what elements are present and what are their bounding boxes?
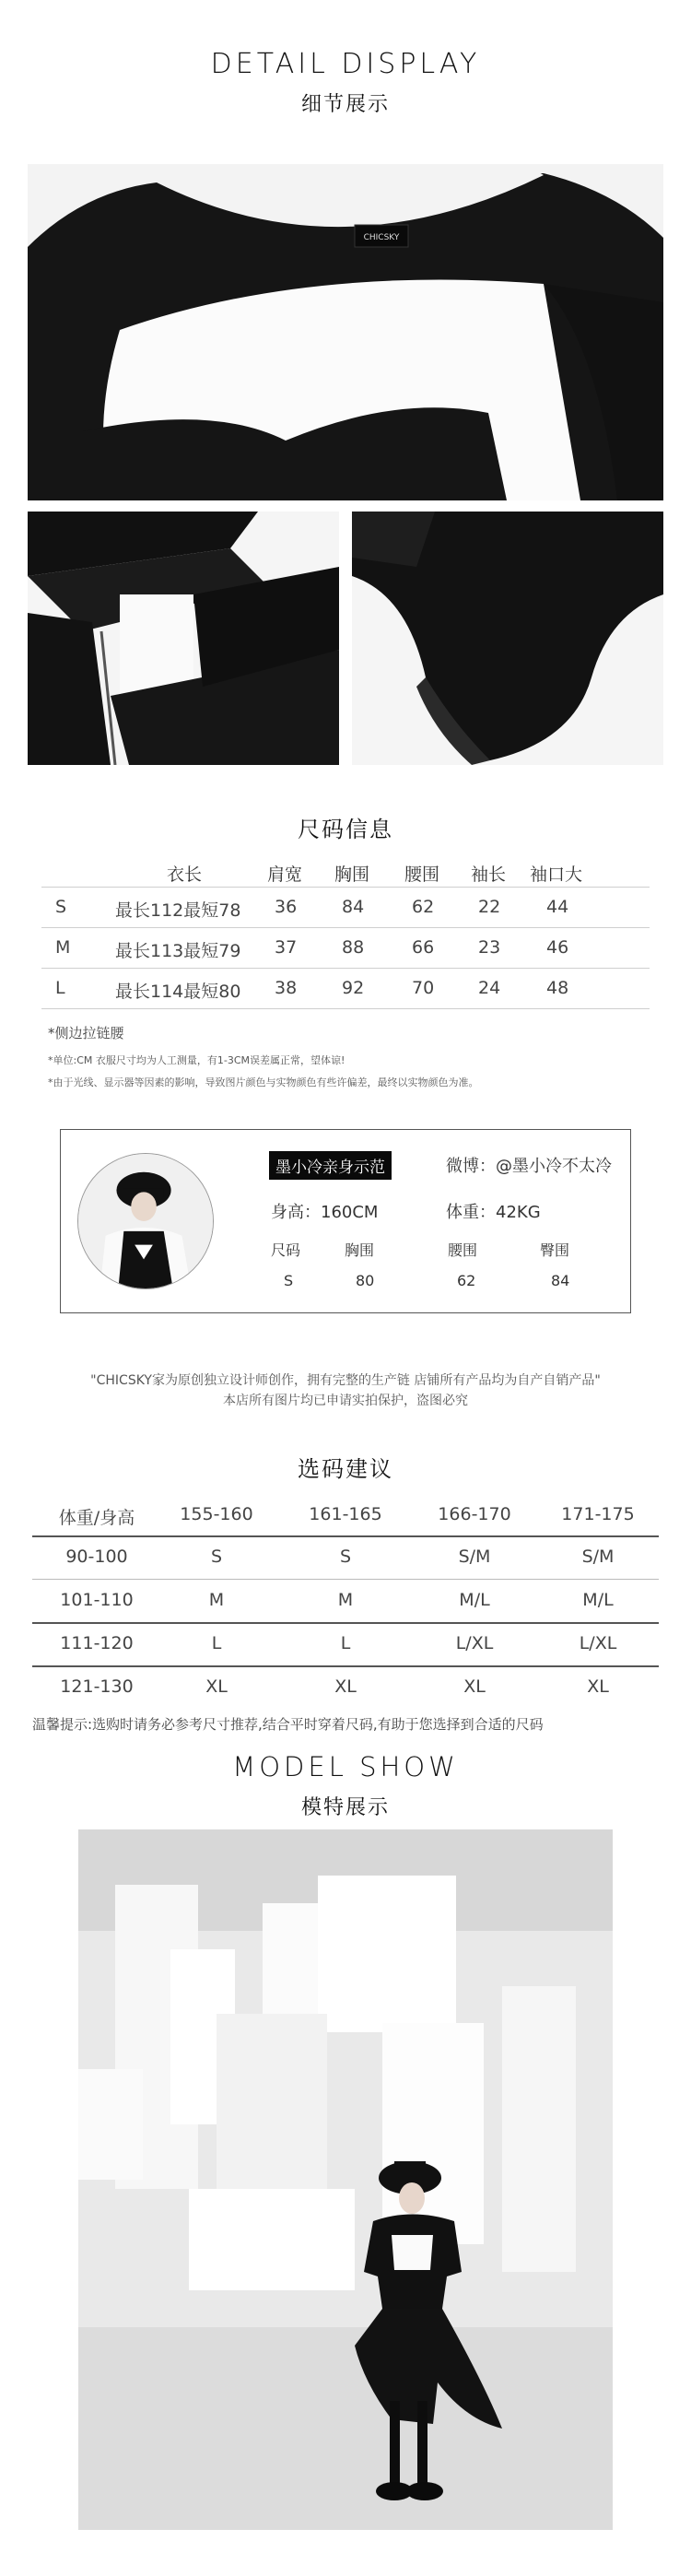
rec-cell: S/M: [581, 1547, 615, 1567]
size-cell: M: [55, 937, 71, 958]
rec-header-weight: 体重/身高: [58, 1508, 135, 1528]
header-chest: 胸围: [334, 865, 370, 885]
model-show-illustration: [78, 1829, 613, 2530]
rec-cell: M: [337, 1590, 354, 1610]
waist-cell: 66: [412, 937, 435, 958]
size-table-header: [41, 859, 650, 887]
rec-header-h2: 161-165: [309, 1504, 382, 1524]
measure-value-hip: 84: [551, 1272, 570, 1289]
garment-label-text: CHICSKY: [363, 233, 400, 242]
table-row: [32, 1581, 659, 1621]
rec-cell: M: [208, 1590, 225, 1610]
hem-illustration: [352, 512, 663, 765]
brand-statement: [0, 1370, 691, 1411]
table-row: [32, 1537, 659, 1578]
size-recommend-table: [32, 1495, 659, 1707]
recommend-header-row: [32, 1495, 659, 1535]
rec-cell: M/L: [582, 1590, 614, 1610]
detail-title-cn: 细节展示: [300, 93, 390, 116]
brand-statement-line2: 本店所有图片均已申请实拍保护，盗图必究: [223, 1394, 468, 1408]
rec-header-h1: 155-160: [180, 1504, 253, 1524]
length-cell: 最长113最短79: [115, 941, 241, 961]
detail-photo-zipper: [28, 512, 339, 765]
measure-value-chest: 80: [356, 1272, 375, 1289]
waist-cell: 70: [412, 978, 435, 998]
size-cell: L: [55, 978, 65, 998]
table-row: [41, 968, 650, 1008]
rec-cell: L/XL: [455, 1633, 494, 1653]
cuff-cell: 46: [546, 937, 569, 958]
cuff-cell: 44: [546, 897, 569, 917]
detail-photo-neckline: [28, 164, 663, 500]
sleeve-cell: 22: [478, 897, 501, 917]
model-weight: 体重：42KG: [446, 1203, 541, 1222]
rec-weight: 121-130: [60, 1676, 134, 1697]
size-notes: [48, 1023, 647, 1094]
rec-cell: S/M: [458, 1547, 491, 1567]
length-cell: 最长112最短78: [115, 900, 241, 921]
model-name-tag: 墨小冷亲身示范: [269, 1151, 392, 1180]
recommend-divider: [32, 1579, 659, 1580]
header-waist: 腰围: [404, 865, 440, 885]
rec-weight: 101-110: [60, 1590, 134, 1610]
rec-cell: XL: [205, 1676, 228, 1697]
cuff-cell: 48: [546, 978, 569, 998]
model-reference-card: [60, 1129, 631, 1313]
measure-label-waist: 腰围: [448, 1241, 478, 1259]
size-table-divider: [41, 1008, 650, 1009]
header-length: 衣长: [167, 865, 203, 885]
model-weibo: 微博：@墨小冷不太冷: [446, 1157, 612, 1176]
table-row: [32, 1667, 659, 1708]
waist-cell: 62: [412, 897, 435, 917]
recommend-title: 选码建议: [298, 1456, 393, 1482]
shoulder-cell: 36: [275, 897, 298, 917]
table-row: [41, 927, 650, 968]
size-info-title: 尺码信息: [298, 817, 393, 842]
rec-cell: XL: [587, 1676, 609, 1697]
rec-cell: XL: [463, 1676, 486, 1697]
model-show-title-en: MODEL SHOW: [232, 1751, 459, 1782]
model-height: 身高：160CM: [271, 1203, 379, 1222]
rec-cell: XL: [334, 1676, 357, 1697]
rec-weight: 111-120: [60, 1633, 134, 1653]
rec-cell: M/L: [459, 1590, 490, 1610]
chest-cell: 84: [342, 897, 365, 917]
detail-title-en: DETAIL DISPLAY: [210, 48, 481, 80]
zipper-illustration: [28, 512, 339, 765]
model-avatar: [77, 1153, 214, 1289]
zipper-note: *侧边拉链腰: [48, 1025, 124, 1041]
recommend-tip: 温馨提示:选购时请务必参考尺寸推荐,结合平时穿着尺码,有助于您选择到合适的尺码: [32, 1716, 544, 1733]
header-cuff: 袖口大: [530, 865, 583, 885]
model-show-photo: [78, 1829, 613, 2530]
sleeve-cell: 23: [478, 937, 501, 958]
shoulder-cell: 37: [275, 937, 298, 958]
rec-cell: L: [211, 1633, 222, 1653]
rec-header-h3: 166-170: [438, 1504, 511, 1524]
color-note: *由于光线、显示器等因素的影响，导致图片颜色与实物颜色有些许偏差，最终以实物颜色为准。: [48, 1076, 479, 1088]
detail-photo-hem: [352, 512, 663, 765]
model-portrait-illustration: [78, 1154, 213, 1288]
size-table: [41, 859, 650, 1016]
measure-value-size: S: [284, 1272, 294, 1289]
chest-cell: 88: [342, 937, 365, 958]
measure-label-size: 尺码: [271, 1241, 301, 1259]
table-row: [41, 887, 650, 927]
measure-note: *单位:CM 衣服尺寸均为人工测量，有1-3CM误差属正常，望体谅!: [48, 1054, 346, 1066]
header-shoulder: 肩宽: [267, 865, 303, 885]
rec-cell: L/XL: [579, 1633, 617, 1653]
rec-cell: L: [340, 1633, 351, 1653]
model-show-title-cn: 模特展示: [300, 1796, 390, 1819]
rec-cell: S: [210, 1547, 223, 1567]
size-cell: S: [55, 897, 67, 917]
table-row: [32, 1624, 659, 1664]
measure-label-hip: 臀围: [540, 1241, 570, 1259]
rec-weight: 90-100: [65, 1547, 128, 1567]
measure-value-waist: 62: [457, 1272, 476, 1289]
length-cell: 最长114最短80: [115, 982, 241, 1002]
neckline-illustration: [28, 164, 663, 500]
rec-header-h4: 171-175: [561, 1504, 635, 1524]
header-sleeve: 袖长: [471, 865, 507, 885]
shoulder-cell: 38: [275, 978, 298, 998]
rec-cell: S: [339, 1547, 352, 1567]
chest-cell: 92: [342, 978, 365, 998]
sleeve-cell: 24: [478, 978, 501, 998]
brand-statement-line1: "CHICSKY家为原创独立设计师创作，拥有完整的生产链 店铺所有产品均为自产自销产品": [90, 1373, 601, 1388]
measure-label-chest: 胸围: [345, 1241, 375, 1259]
